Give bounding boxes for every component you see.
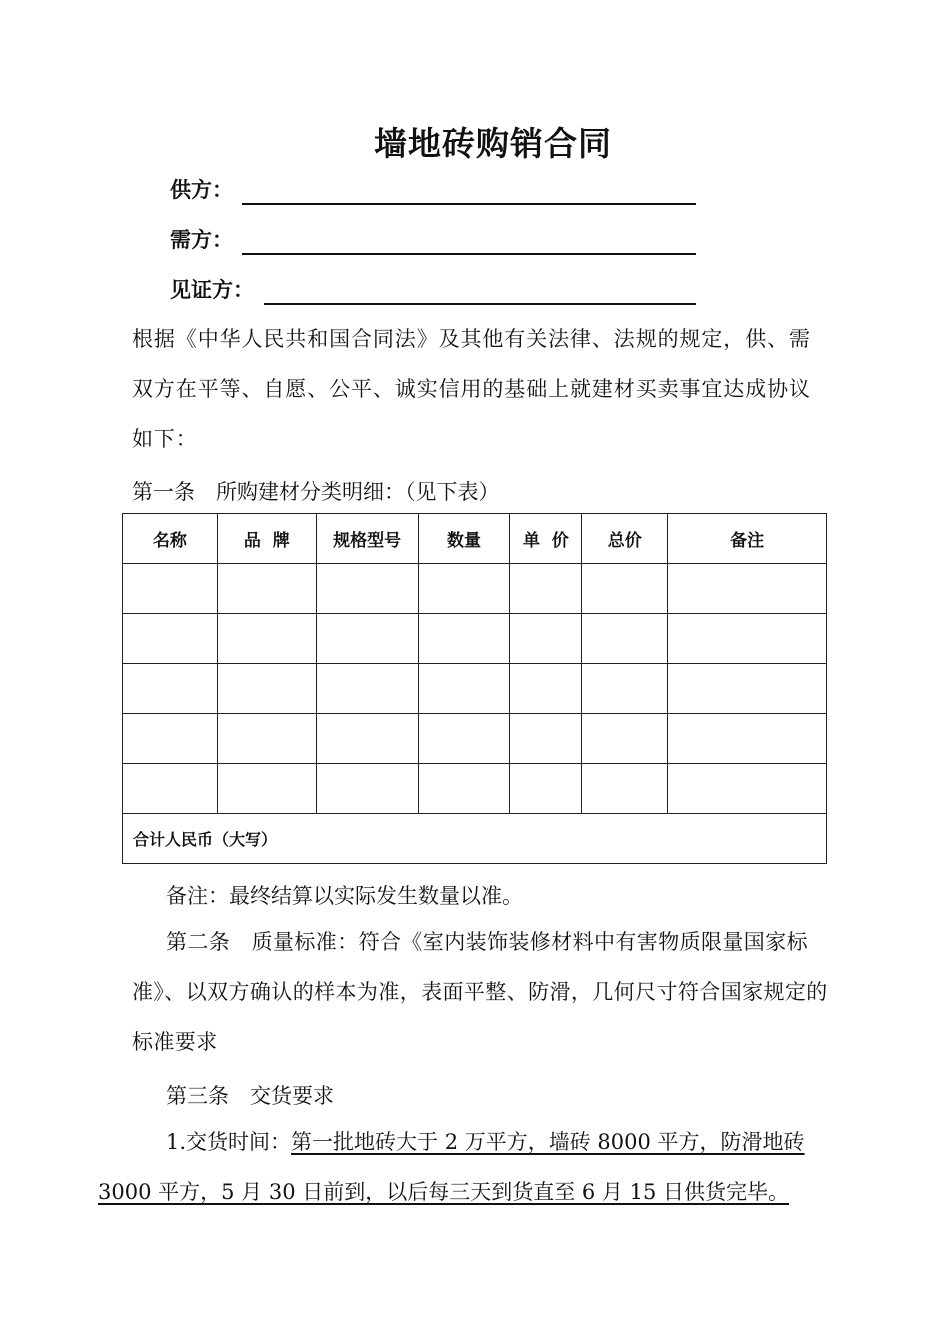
table-row (123, 664, 827, 714)
table-cell[interactable] (510, 714, 582, 764)
table-cell[interactable] (217, 714, 316, 764)
header-name: 名称 (123, 514, 218, 564)
table-cell[interactable] (316, 764, 418, 814)
header-unit-price: 单 价 (510, 514, 582, 564)
table-cell[interactable] (217, 564, 316, 614)
delivery-time-label: 1.交货时间： (166, 1130, 292, 1154)
table-cell[interactable] (668, 614, 827, 664)
table-cell[interactable] (582, 764, 668, 814)
table-cell[interactable] (217, 614, 316, 664)
header-quantity: 数量 (418, 514, 510, 564)
article-2-paragraph: 第二条 质量标准：符合《室内装饰装修材料中有害物质限量国家标准》、以双方确认的样本为准，表面平整、防滑，几何尺寸符合国家规定的标准要求 (132, 930, 828, 1054)
table-cell[interactable] (510, 614, 582, 664)
article-1-heading: 第一条 所购建材分类明细：（见下表） (132, 480, 500, 504)
table-cell[interactable] (668, 664, 827, 714)
delivery-schedule-part-1: 第一批地砖大于 2 万平方，墙砖 8000 平方，防滑地砖 (291, 1130, 805, 1154)
witness-field (170, 275, 254, 305)
witness-blank-line[interactable] (264, 303, 696, 305)
witness-label: 见证方： (170, 278, 254, 302)
table-row (123, 614, 827, 664)
table-cell[interactable] (668, 564, 827, 614)
table-row (123, 564, 827, 614)
table-cell[interactable] (418, 714, 510, 764)
intro-paragraph: 根据《中华人民共和国合同法》及其他有关法律、法规的规定，供、需双方在平等、自愿、公平、诚实信用的基础上就建材买卖事宜达成协议如下： (132, 327, 811, 451)
table-cell[interactable] (316, 564, 418, 614)
article-3-heading: 第三条 交货要求 (166, 1084, 334, 1108)
buyer-blank-line[interactable] (242, 253, 696, 255)
table-row (123, 714, 827, 764)
table-cell[interactable] (582, 564, 668, 614)
table-cell[interactable] (217, 764, 316, 814)
note-text: 备注：最终结算以实际发生数量以准。 (166, 884, 523, 908)
header-spec: 规格型号 (316, 514, 418, 564)
table-cell[interactable] (510, 764, 582, 814)
table-cell[interactable] (510, 664, 582, 714)
table-cell[interactable] (418, 614, 510, 664)
table-cell[interactable] (123, 764, 218, 814)
table-total-row (123, 814, 827, 864)
table-cell[interactable] (123, 564, 218, 614)
supplier-label: 供方： (170, 178, 233, 202)
delivery-schedule-part-2: 3000 平方，5 月 30 日前到，以后每三天到货直至 6 月 15 日供货完毕。 (98, 1180, 790, 1204)
table-cell[interactable] (510, 564, 582, 614)
table-cell[interactable] (582, 664, 668, 714)
table-cell[interactable] (582, 614, 668, 664)
header-brand: 品 牌 (217, 514, 316, 564)
buyer-label: 需方： (170, 228, 233, 252)
table-cell[interactable] (316, 714, 418, 764)
table-cell[interactable] (123, 614, 218, 664)
document-title: 墙地砖购销合同 (374, 124, 612, 163)
table-cell[interactable] (316, 664, 418, 714)
materials-table (122, 513, 827, 864)
table-cell[interactable] (123, 664, 218, 714)
table-cell[interactable] (123, 714, 218, 764)
header-total-price: 总价 (582, 514, 668, 564)
table-cell[interactable] (316, 614, 418, 664)
table-cell[interactable] (418, 664, 510, 714)
supplier-blank-line[interactable] (242, 203, 696, 205)
table-cell[interactable] (668, 714, 827, 764)
table-cell[interactable] (418, 764, 510, 814)
buyer-field (170, 225, 233, 255)
table-cell[interactable] (418, 564, 510, 614)
table-cell[interactable] (668, 764, 827, 814)
table-cell[interactable] (582, 714, 668, 764)
total-amount-label[interactable]: 合计人民币（大写） (123, 814, 827, 864)
table-row (123, 764, 827, 814)
table-header-row (123, 514, 827, 564)
table-cell[interactable] (217, 664, 316, 714)
supplier-field (170, 175, 233, 205)
delivery-time-paragraph (98, 1117, 832, 1217)
header-remarks: 备注 (668, 514, 827, 564)
